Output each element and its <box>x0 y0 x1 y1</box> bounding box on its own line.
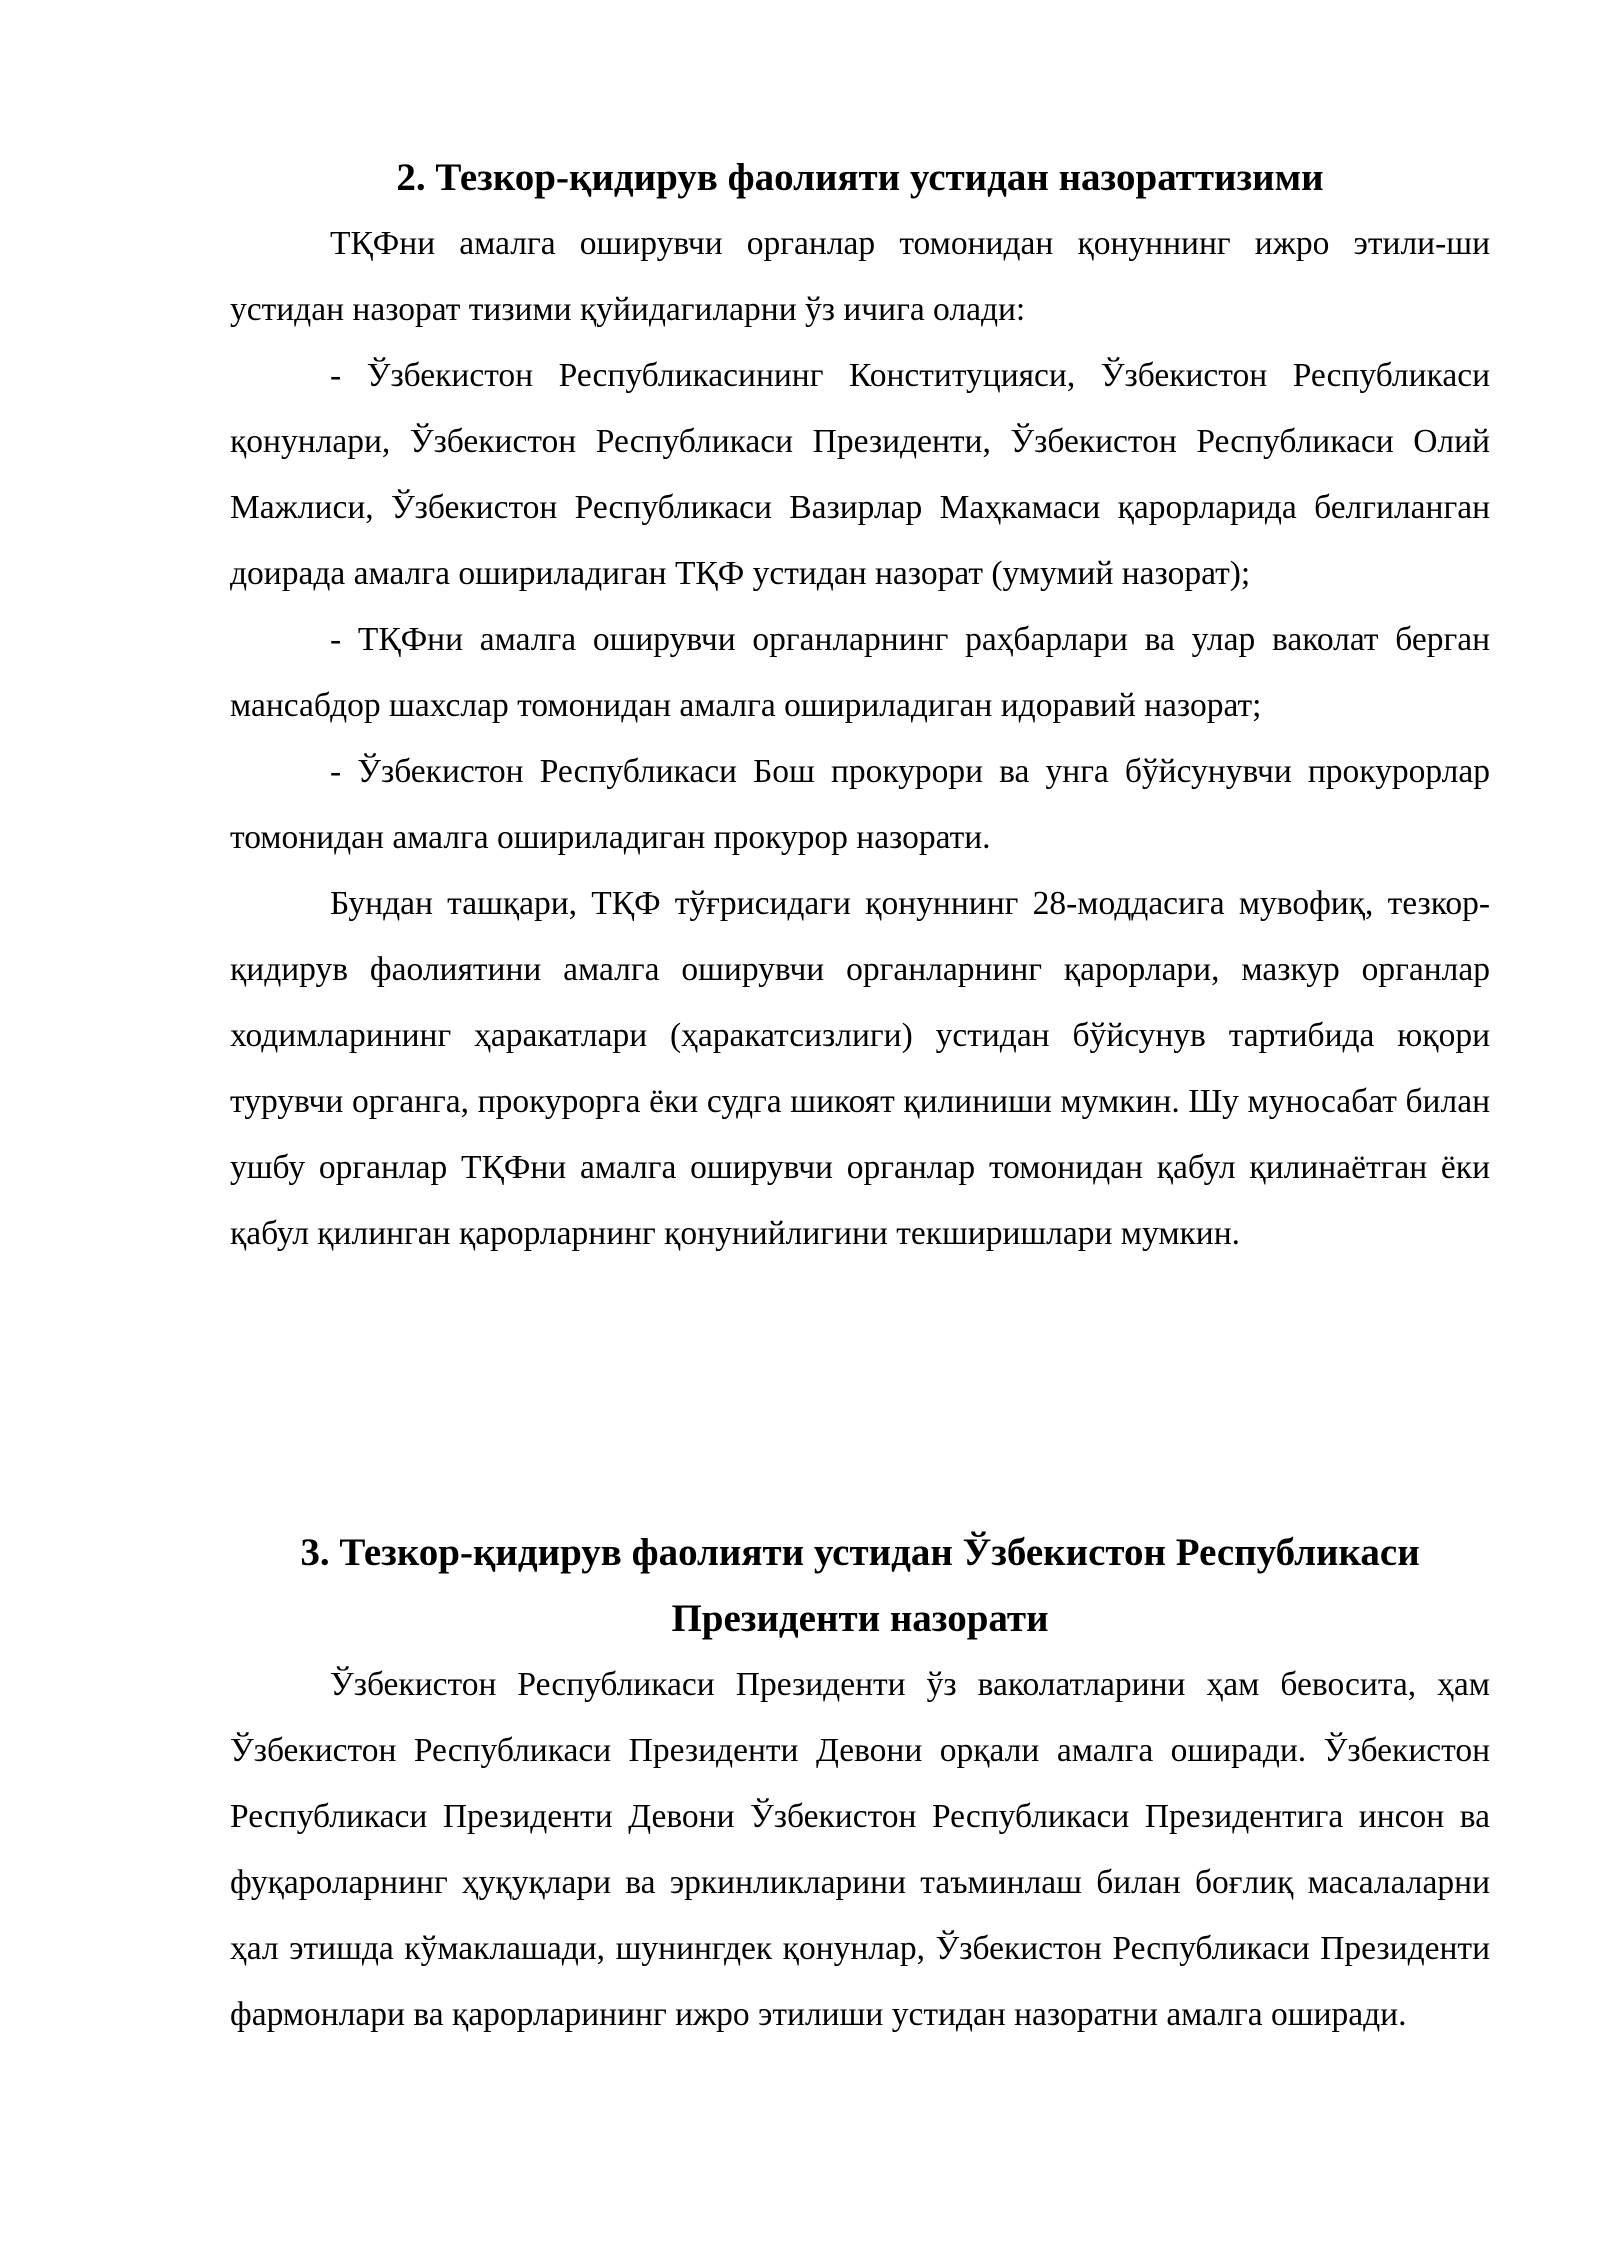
section-2-paragraph-2: Бундан ташқари, ТҚФ тўғрисидаги қонуннинг 28-моддасига мувофиқ, тезкор-қидирув фаолиятини амалга оширувчи органларнинг қарорлари, мазкур органлар ходимларининг ҳаракатлари (ҳаракатсизлиги) устидан бўйсунув тартибида юқори турувчи органга, прокурорга ёки судга шикоят қилиниши мумкин. Шу муносабат билан ушбу органлар ТҚФни амалга оширувчи органлар томонидан қабул қилинаётган ёки қабул қилинган қарорларнинг қонунийлигини текширишлари мумкин. <box>230 885 1490 1252</box>
section-2-list-item-3: - Ўзбекистон Республикаси Бош прокурори ва унга бўйсунувчи прокурорлар томонидан амалга ошириладиган прокурор назорати. <box>230 753 1490 856</box>
section-2 <box>230 145 1490 1267</box>
section-2-list-item-1: - Ўзбекистон Республикасининг Конституцияси, Ўзбекистон Республикаси қонунлари, Ўзбекистон Республикаси Президенти, Ўзбекистон Республикаси Олий Мажлиси, Ўзбекистон Республикаси Вазирлар Маҳкамаси қарорларида белгиланган доирада амалга ошириладиган ТҚФ устидан назорат (умумий назорат); <box>230 357 1490 592</box>
section-3-title-line-1: 3. Тезкор-қидирув фаолияти устидан Ўзбекистон Республикаси <box>300 1531 1420 1574</box>
section-3-paragraph-1: Ўзбекистон Республикаси Президенти ўз ваколатларини ҳам бевосита, ҳам Ўзбекистон Республикаси Президенти Девони орқали амалга оширади. Ўзбекистон Республикаси Президенти Девони Ўзбекистон Республикаси Президентига инсон ва фуқароларнинг ҳуқуқлари ва эркинликларини таъминлаш билан боғлиқ масалаларни ҳал этишда кўмаклашади, шунингдек қонунлар, Ўзбекистон Республикаси Президенти фармонлари ва қарорларининг ижро этилиши устидан назоратни амалга оширади. <box>230 1666 1490 2033</box>
section-2-title: 2. Тезкор-қидирув фаолияти устидан назораттизими <box>396 156 1324 199</box>
section-3-title-line-2: Президенти назорати <box>671 1597 1049 1640</box>
section-2-paragraph-1: ТҚФни амалга оширувчи органлар томонидан қонуннинг ижро этили-ши устидан назорат тизими қуйидагиларни ўз ичига олади: <box>230 225 1490 328</box>
section-2-list-item-2: - ТҚФни амалга оширувчи органларнинг раҳбарлари ва улар ваколат берган мансабдор шахслар томонидан амалга ошириладиган идоравий назорат; <box>230 621 1490 724</box>
section-3 <box>230 1520 1490 2048</box>
